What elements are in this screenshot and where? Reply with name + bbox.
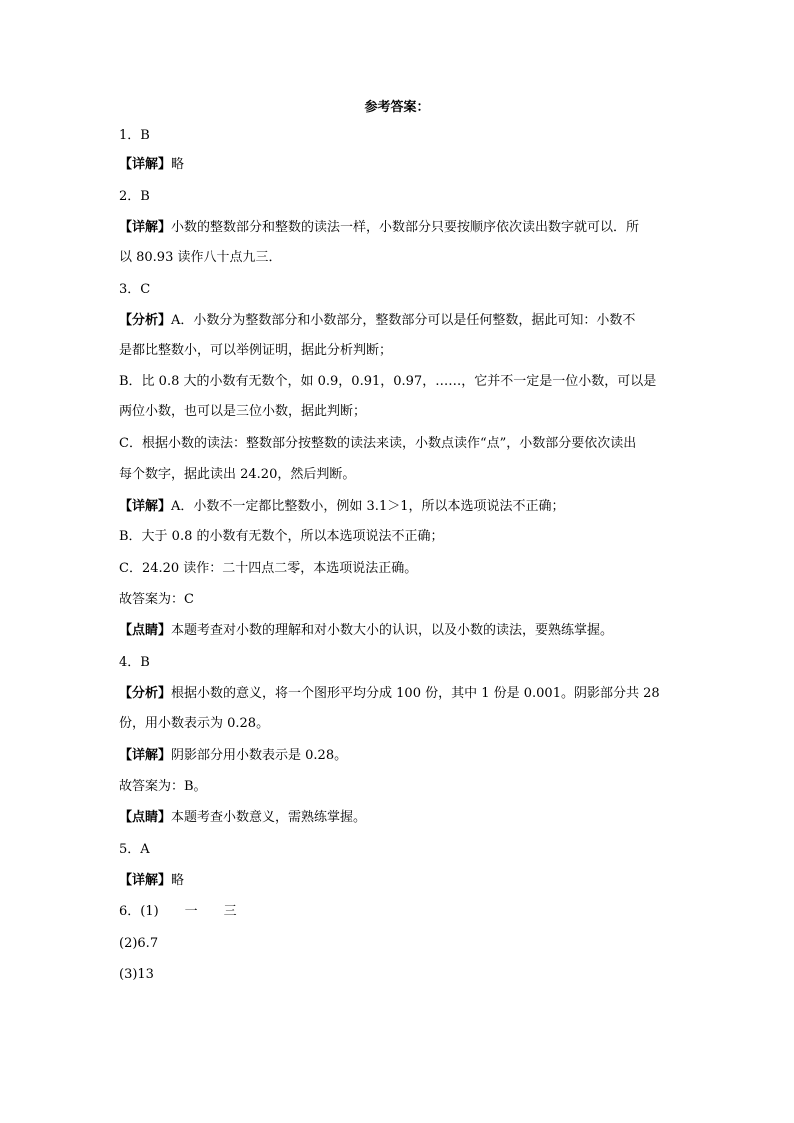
section-tag: 【详解】 [119,220,172,235]
answer-line: 以 80.93 读作八十点九三． [119,250,282,265]
answer-line: 故答案为：B。 [119,779,207,794]
answer-line: 【分析】A．小数分为整数部分和小数部分，整数部分可以是任何整数，据此可知：小数不 [119,313,636,328]
answer-line: B．比 0.8 大的小数有无数个，如 0.9，0.91，0.97，……，它并不一定是一位小数，可以是 [119,374,657,389]
page-title: 参考答案： [364,100,430,115]
answer-line: 【详解】阴影部分用小数表示是 0.28。 [119,748,348,763]
answer-line: 【点睛】本题考查小数意义，需熟练掌握。 [119,810,367,825]
answer-line: C．根据小数的读法：整数部分按整数的读法来读，小数点读作“点”，小数部分要依次读出 [119,436,637,451]
section-tag: 【点睛】 [119,810,172,825]
answer-line: C．24.20 读作：二十四点二零，本选项说法正确。 [119,561,418,576]
answer-line: 【详解】小数的整数部分和整数的读法一样，小数部分只要按顺序依次读出数字就可以．所 [119,220,640,235]
answer-line: 3．C [119,282,151,297]
answer-line: 6．(1) 一 三 [119,904,237,919]
answer-line: 2．B [119,189,150,204]
answer-line: 1．B [119,128,150,143]
answer-line: 【分析】根据小数的意义，将一个图形平均分成 100 份，其中 1 份是 0.001。阴影部分共 28 [119,686,660,701]
answer-line: B．大于 0.8 的小数有无数个，所以本选项说法不正确； [119,529,444,544]
answer-line: (3)13 [119,967,154,982]
section-tag: 【详解】 [119,499,172,514]
section-tag: 【详解】 [119,873,172,888]
section-tag: 【分析】 [119,313,172,328]
answer-line: 是都比整数小，可以举例证明，据此分析判断； [119,343,393,358]
answer-line: 【详解】A．小数不一定都比整数小，例如 3.1＞1，所以本选项说法不正确； [119,499,565,514]
answer-line: (2)6.7 [119,936,159,951]
section-tag: 【详解】 [119,157,172,172]
answer-line: 故答案为：C [119,592,194,607]
answer-line: 5．A [119,842,150,857]
answer-line: 【详解】略 [119,157,185,172]
section-tag: 【分析】 [119,686,172,701]
answer-line: 【点睛】本题考查对小数的理解和对小数大小的认识，以及小数的读法，要熟练掌握。 [119,623,614,638]
answer-line: 份，用小数表示为 0.28。 [119,716,270,731]
answer-line: 每个数字，据此读出 24.20，然后判断。 [119,467,356,482]
answer-line: 两位小数，也可以是三位小数，据此判断； [119,404,367,419]
answer-line: 4．B [119,655,150,670]
answer-line: 【详解】略 [119,873,185,888]
section-tag: 【详解】 [119,748,172,763]
section-tag: 【点睛】 [119,623,172,638]
